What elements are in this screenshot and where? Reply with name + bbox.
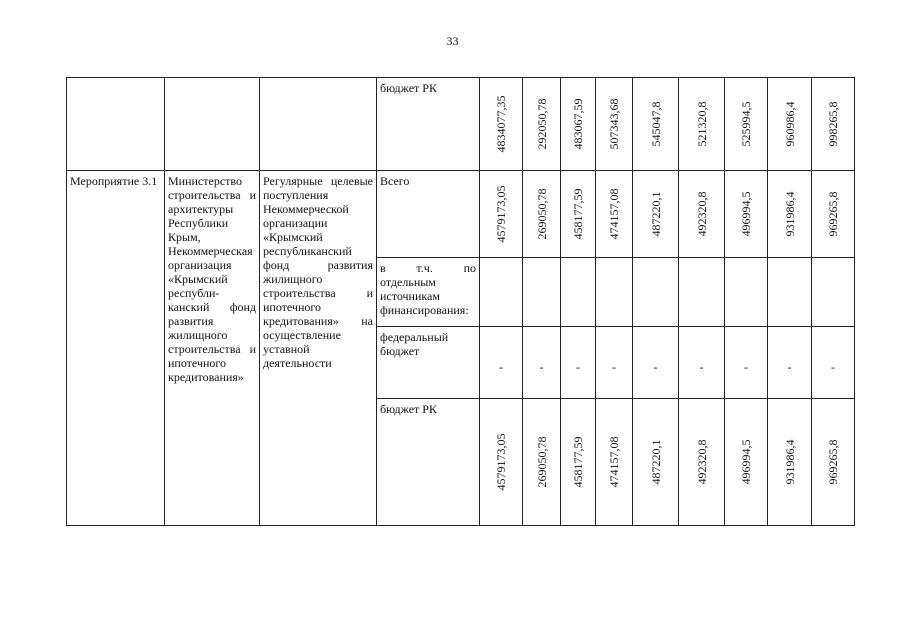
source-cell [377, 399, 480, 526]
value-cell [596, 327, 633, 399]
value: 269050,78 [534, 436, 549, 488]
value-cell [679, 171, 725, 258]
value: 931986,4 [782, 439, 797, 485]
value: - [576, 359, 580, 374]
value: 496994,5 [739, 439, 753, 485]
value: 4834077,35 [494, 95, 508, 153]
value: 492320,8 [694, 439, 709, 485]
empty-cell [480, 258, 523, 327]
source-label: в т.ч. по отдельным источникам финансирования: [380, 261, 476, 317]
value-cell [725, 327, 768, 399]
value-cell [480, 327, 523, 399]
value-cell [768, 171, 812, 258]
empty-cell [165, 78, 260, 171]
value-cell [812, 399, 855, 526]
value: 458177,59 [571, 436, 585, 488]
activity-name: Мероприятие 3.1 [70, 174, 158, 188]
value: - [831, 359, 835, 374]
value-cell [633, 171, 679, 258]
value: 483067,59 [571, 98, 585, 150]
value: 474157,08 [607, 436, 621, 488]
value: 269050,78 [534, 188, 549, 240]
value-cell [768, 327, 812, 399]
funding-table [66, 77, 855, 526]
value-cell [679, 399, 725, 526]
value-cell [725, 78, 768, 171]
value-cell [561, 78, 596, 171]
value-cell [633, 399, 679, 526]
value-cell [812, 78, 855, 171]
source-label: федеральный бюджет [380, 330, 449, 358]
value-cell [480, 78, 523, 171]
value: 4579173,05 [494, 185, 508, 243]
value-cell [523, 78, 561, 171]
value-cell [768, 399, 812, 526]
value: 521320,8 [694, 101, 709, 147]
value-cell [561, 327, 596, 399]
empty-cell [725, 258, 768, 327]
page-number: 33 [446, 34, 459, 48]
value: 496994,5 [739, 191, 753, 237]
value-cell [523, 327, 561, 399]
value-cell [725, 399, 768, 526]
value-cell [679, 327, 725, 399]
source-cell [377, 171, 480, 258]
value: 492320,8 [694, 191, 709, 237]
value-cell [768, 78, 812, 171]
value: 969265,8 [826, 191, 840, 237]
value-cell [480, 171, 523, 258]
empty-cell [596, 258, 633, 327]
empty-cell [679, 258, 725, 327]
source-label: бюджет РК [380, 402, 437, 416]
description-cell [260, 171, 377, 526]
empty-cell [561, 258, 596, 327]
empty-cell [523, 258, 561, 327]
value-cell [480, 399, 523, 526]
source-cell [377, 327, 480, 399]
value: 474157,08 [607, 188, 621, 240]
value: - [699, 359, 704, 374]
value: 4579173,05 [494, 433, 508, 491]
value-cell [596, 78, 633, 171]
value: - [612, 359, 616, 374]
value-cell [679, 78, 725, 171]
value-cell [523, 399, 561, 526]
value: 525994,5 [739, 101, 753, 147]
value: 960986,4 [782, 101, 797, 147]
source-cell [377, 78, 480, 171]
value-cell [596, 399, 633, 526]
executor-cell [165, 171, 260, 526]
source-label: Всего [380, 174, 410, 188]
value: - [653, 359, 658, 374]
value: - [787, 359, 792, 374]
source-cell [377, 258, 480, 327]
empty-cell [67, 78, 165, 171]
value-cell [812, 327, 855, 399]
value: 545047,8 [648, 101, 663, 147]
empty-cell [812, 258, 855, 327]
value: 969265,8 [826, 439, 840, 485]
value: - [539, 359, 544, 374]
value: 507343,68 [607, 98, 621, 150]
value-cell [725, 171, 768, 258]
empty-cell [633, 258, 679, 327]
value-cell [561, 399, 596, 526]
value-cell [596, 171, 633, 258]
value: - [499, 359, 503, 374]
value-cell [812, 171, 855, 258]
value: 487220,1 [648, 191, 663, 237]
value-cell [633, 78, 679, 171]
source-label: бюджет РК [380, 81, 437, 95]
value-cell [561, 171, 596, 258]
activity-name-cell [67, 171, 165, 526]
description-text: Регулярные целевые поступления Некоммерческой организации «Крымский республиканский фонд развития жилищного строительства и ипотечного кредитования» на осуществление уставной деятельности [263, 174, 373, 370]
value: 292050,78 [534, 98, 549, 150]
empty-cell [260, 78, 377, 171]
executor-text: Министерство строительства и архитектуры Республики Крым, Некоммерческая организация «Крымский республи-канский фонд развития жилищного строительства и ипотечного кредитования» [168, 174, 256, 384]
table-row [67, 78, 855, 171]
value: 487220,1 [648, 439, 663, 485]
value-cell [633, 327, 679, 399]
table-row [67, 171, 855, 258]
empty-cell [768, 258, 812, 327]
value: 998265,8 [826, 101, 840, 147]
value: 458177,59 [571, 188, 585, 240]
value: 931986,4 [782, 191, 797, 237]
value: - [744, 359, 748, 374]
value-cell [523, 171, 561, 258]
